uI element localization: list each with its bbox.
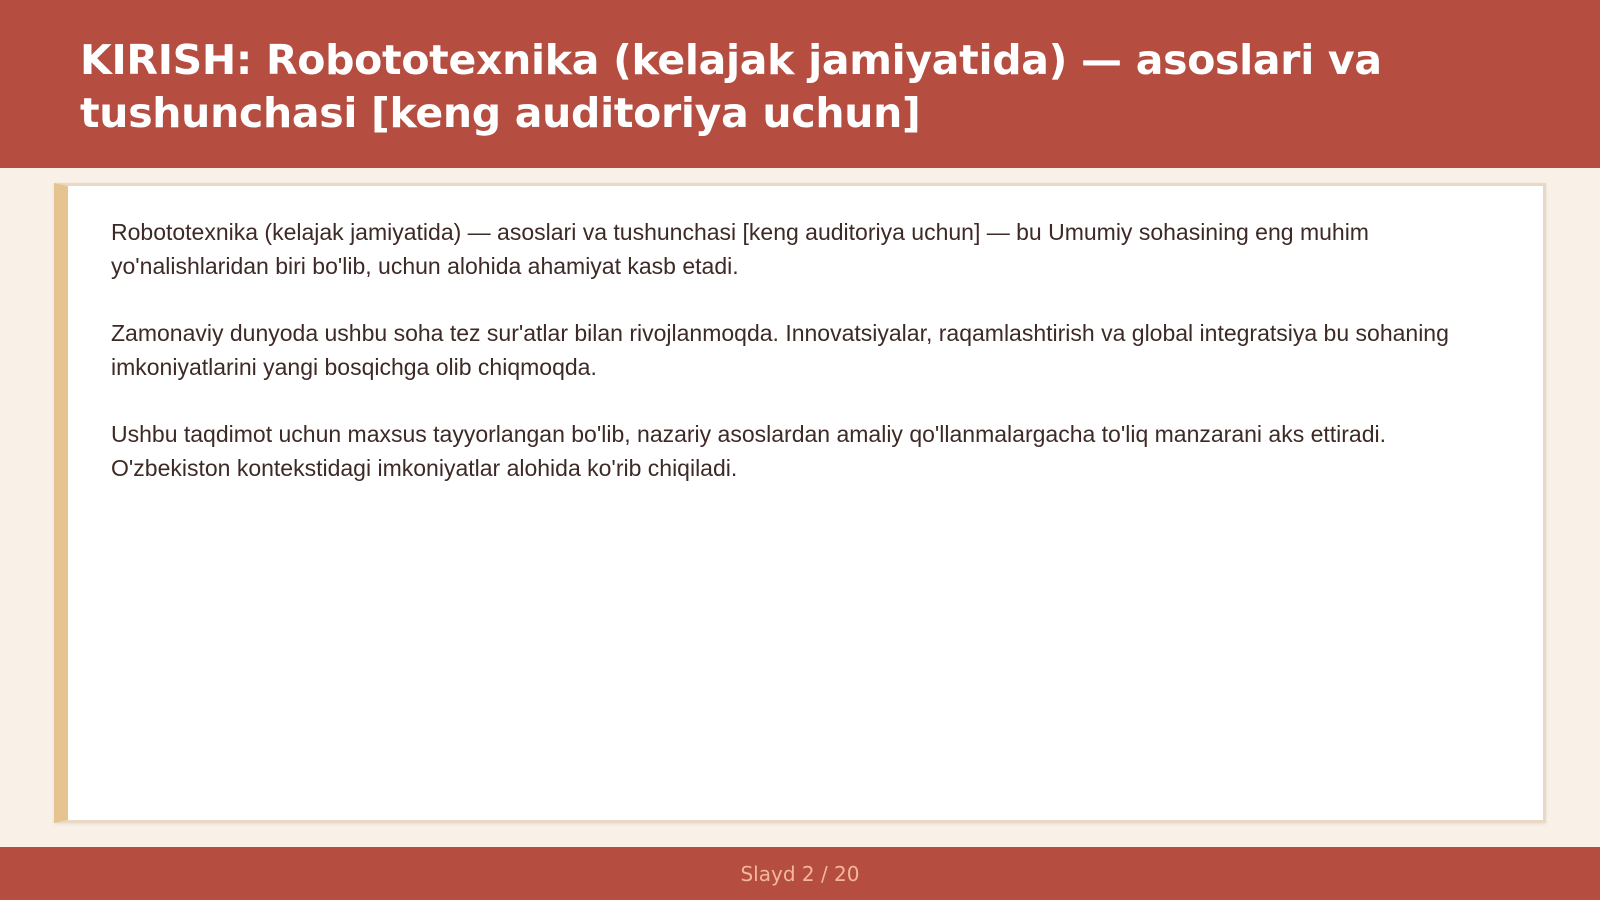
content-panel [54, 183, 1546, 823]
slide-footer [0, 847, 1600, 900]
paragraph-3: Ushbu taqdimot uchun maxsus tayyorlangan bo'lib, nazariy asoslardan amaliy qo'llanmalargacha to'liq manzarani aks ettiradi. O'zbekiston kontekstidagi imkoniyatlar alohida ko'rib chiqiladi. [111, 421, 1387, 481]
paragraph-2: Zamonaviy dunyoda ushbu soha tez sur'atlar bilan rivojlanmoqda. Innovatsiyalar, raqamlashtirish va global integratsiya bu sohaning imkoniyatlarini yangi bosqichga olib chiqmoqda. [111, 320, 1449, 380]
slide-body [111, 215, 1501, 518]
slide-title: KIRISH: Robototexnika (kelajak jamiyatida) — asoslari va tushunchasi [keng auditoriya uchun] [80, 36, 1382, 137]
paragraph-1: Robototexnika (kelajak jamiyatida) — asoslari va tushunchasi [keng auditoriya uchun] — bu Umumiy sohasining eng muhim yo'nalishlaridan biri bo'lib, uchun alohida ahamiyat kasb etadi. [111, 219, 1369, 279]
slide-header [0, 0, 1600, 168]
slide-number: Slayd 2 / 20 [740, 861, 860, 886]
